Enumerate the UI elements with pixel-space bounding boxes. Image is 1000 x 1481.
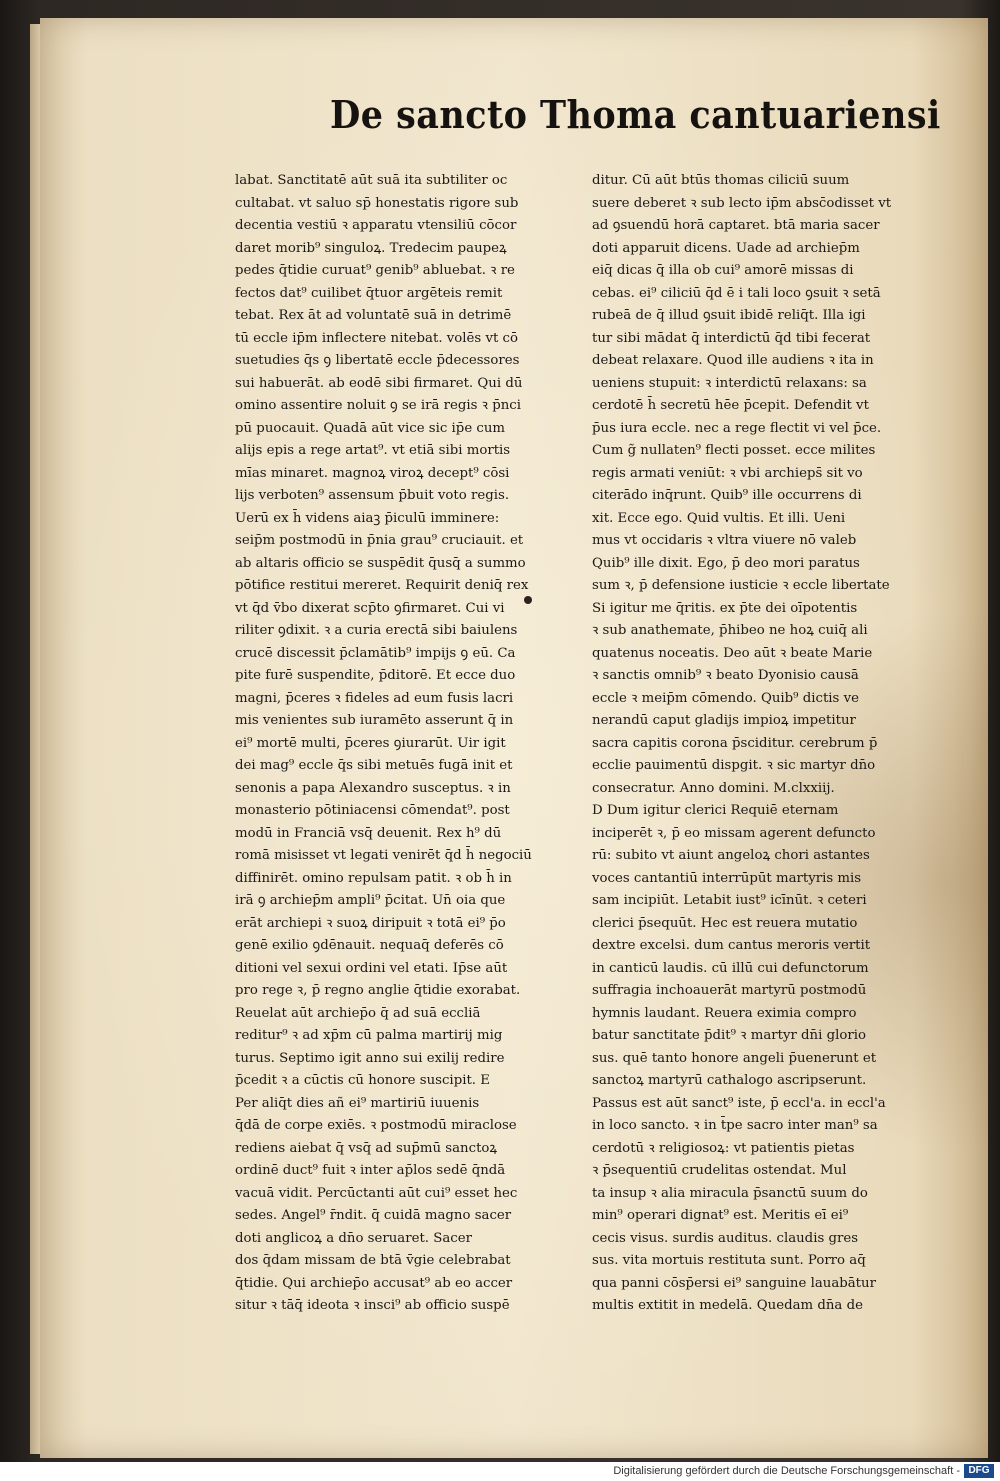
left-text-column xyxy=(235,170,580,1318)
text-line: magni, p̄ceres ꝛ fideles ad eum fusis lacri xyxy=(235,690,514,706)
text-line: vacuā vidit. Percūctanti aūt cui⁹ esset hec xyxy=(235,1185,518,1201)
text-line: ꝛ sanctis omnib⁹ ꝛ beato Dyonisio causā xyxy=(592,668,859,683)
text-line: irā ꝯ archiep̄m ampli⁹ p̄citat. Un̄ oia que xyxy=(235,893,506,908)
text-line: Uerū ex h̄ videns aiaꝫ p̄iculū imminere: xyxy=(235,510,500,526)
text-line: crucē discessit p̄clamātib⁹ impijs ꝯ eū. Ca xyxy=(235,645,516,661)
text-line: situr ꝛ tāq̄ ideota ꝛ insci⁹ ab officio suspē xyxy=(235,1298,510,1313)
text-line: Reuelat aūt archiep̄o q̄ ad suā eccliā xyxy=(235,1005,481,1021)
text-line: eiq̄ dicas q̄ illa ob cui⁹ amorē missas di xyxy=(592,263,854,278)
text-line: doti apparuit dicens. Uade ad archiep̄m xyxy=(592,240,860,256)
text-line: q̄tidie. Qui archiep̄o accusat⁹ ab eo accer xyxy=(235,1275,513,1291)
text-line: p̄us iura eccle. nec a rege flectit vi vel p̄ce. xyxy=(592,420,882,436)
text-line: cerdotē h̄ secretū hēe p̄cepit. Defendit vt xyxy=(592,398,869,413)
text-line: debeat relaxare. Quod ille audiens ꝛ ita in xyxy=(592,353,874,368)
text-line: inciperēt ꝛ, p̄ eo missam agerent defuncto xyxy=(592,825,876,841)
text-line: in canticū laudis. cū illū cui defunctorum xyxy=(592,960,869,976)
text-line: sanctoꝝ martyrū cathalogo ascripserunt. xyxy=(592,1073,867,1088)
text-line: Si igitur me q̄ritis. ex p̄te dei oīpotentis xyxy=(592,600,858,616)
text-line: monasterio pōtiniacensi cōmendat⁹. post xyxy=(235,803,510,818)
text-line: ta insup ꝛ alia miracula p̄sanctū suum do xyxy=(592,1185,868,1201)
text-line: alijs epis a rege artat⁹. vt etiā sibi mortis xyxy=(235,443,511,458)
text-line: tū eccle ip̄m inflectere nitebat. volēs vt cō xyxy=(235,330,519,346)
text-line: q̄dā de corpe exiēs. ꝛ postmodū miraclose xyxy=(235,1118,517,1133)
text-line: sacra capitis corona p̄sciditur. cerebrum p̄ xyxy=(592,735,878,751)
page-heading: De sancto Thoma cantuariensi xyxy=(330,92,941,137)
text-line: decentia vestiū ꝛ apparatu vtensiliū cōcor xyxy=(235,218,517,233)
text-line: omino assentire noluit ꝯ se irā regis ꝛ p̄nci xyxy=(235,398,521,413)
text-line: rū: subito vt aiunt angeloꝝ chori astantes xyxy=(592,848,870,863)
text-line: diffinirēt. omino repulsam patit. ꝛ ob h̄ in xyxy=(235,870,512,886)
text-line: cecis visus. surdis auditus. claudis gres xyxy=(592,1230,859,1246)
text-line: doti anglicoꝝ a dn̄o seruaret. Sacer xyxy=(235,1230,472,1246)
text-line: dextre excelsi. dum cantus meroris vertit xyxy=(592,938,871,953)
text-line: sam incipiūt. Letabit iust⁹ icīnūt. ꝛ ceteri xyxy=(592,893,867,908)
text-line: citerādo inq̄runt. Quib⁹ ille occurrens di xyxy=(592,488,862,503)
text-line: clerici p̄sequūt. Hec est reuera mutatio xyxy=(592,915,858,931)
text-line: senonis a papa Alexandro susceptus. ꝛ in xyxy=(235,780,511,796)
text-line: Quib⁹ ille dixit. Ego, p̄ deo mori paratus xyxy=(592,555,860,571)
text-line: sus. vita mortuis restituta sunt. Porro aq̄ xyxy=(592,1253,866,1268)
text-line: suffragia inchoauerāt martyrū postmodū xyxy=(592,983,867,998)
text-line: seip̄m postmodū in p̄nia grau⁹ cruciauit. et xyxy=(235,533,524,548)
text-line: Passus est aūt sanct⁹ iste, p̄ eccl'a. in eccl'a xyxy=(592,1095,886,1111)
text-line: ꝛ sub anathemate, p̄hibeo ne hoꝝ cuiq̄ ali xyxy=(592,623,868,638)
text-line: sus. quē tanto honore angeli p̄uenerunt et xyxy=(592,1050,877,1066)
text-line: suetudies q̄s ꝯ libertatē eccle p̄decessores xyxy=(235,353,520,368)
text-line: ab altaris officio se suspēdit q̄usq̄ a summo xyxy=(235,555,526,571)
text-line: p̄cedit ꝛ a cūctis cū honore suscipit. E xyxy=(235,1073,490,1088)
text-line: qua panni cōsp̄ersi ei⁹ sanguine lauabātur xyxy=(592,1275,876,1291)
text-line: in loco sancto. ꝛ in t̄pe sacro inter man⁹ sa xyxy=(592,1118,878,1133)
text-line: nerandū caput gladijs impioꝝ impetitur xyxy=(592,713,856,728)
text-line: turus. Septimo igit anno sui exilij redire xyxy=(235,1050,505,1066)
text-line: Cum g̃ nullaten⁹ flecti posset. ecce milites xyxy=(592,443,876,458)
text-line: quatenus noceatis. Deo aūt ꝛ beate Marie xyxy=(592,645,873,661)
text-line: reditur⁹ ꝛ ad xp̄m cū palma martirij mig xyxy=(235,1028,503,1043)
text-line: sedes. Angel⁹ r̄ndit. q̄ cuidā magno sacer xyxy=(235,1208,512,1223)
text-line: tur sibi mādat q̄ interdictū q̄d tibi fecerat xyxy=(592,330,871,346)
text-line: Per aliq̄t dies añ ei⁹ martiriū iuuenis xyxy=(235,1095,480,1111)
text-line: lijs verboten⁹ assensum p̄buit voto regis. xyxy=(235,488,510,503)
text-line: cebas. ei⁹ ciliciū q̄d ē i tali loco ꝯsuit ꝛ setā xyxy=(592,285,881,301)
dfg-logo: DFG xyxy=(964,1464,994,1478)
text-line: mus vt occidaris ꝛ vltra viuere nō valeb xyxy=(592,533,857,548)
text-line: ei⁹ mortē multi, p̄ceres ꝯiurarūt. Uir igit xyxy=(235,735,506,751)
text-line: ꝛ p̄sequentiū crudelitas ostendat. Mul xyxy=(592,1163,847,1178)
text-line: vt q̄d v̄bo dixerat scp̄to ꝯfirmaret. Cui vi xyxy=(235,600,505,616)
text-line: labat. Sanctitatē aūt suā ita subtiliter oc xyxy=(235,173,508,188)
text-line: sui habuerāt. ab eodē sibi firmaret. Qui dū xyxy=(235,375,523,391)
text-line: ueniens stupuit: ꝛ interdictū relaxans: sa xyxy=(592,375,867,391)
text-line: ditur. Cū aūt btūs thomas ciliciū suum xyxy=(592,173,850,188)
text-line: dei mag⁹ eccle q̄s sibi metuēs fugā init et xyxy=(235,758,513,773)
text-line: consecratur. Anno domini. M.clxxiij. xyxy=(592,780,835,796)
text-line: tebat. Rex āt ad voluntatē suā in detrimē xyxy=(235,308,512,323)
text-line: mis venientes sub iuramēto asserunt q̄ in xyxy=(235,713,514,728)
text-line: fectos dat⁹ cuilibet q̄tuor argēteis remit xyxy=(235,285,503,301)
right-text-column xyxy=(592,170,922,1318)
text-line: xit. Ecce ego. Quid vultis. Et illi. Ueni xyxy=(592,510,846,526)
text-line: mīas minaret. magnoꝝ viroꝝ decept⁹ cōsi xyxy=(235,465,510,481)
text-line: genē exilio ꝯdēnauit. nequaq̄ deferēs cō xyxy=(235,938,504,953)
text-line: regis armati veniūt: ꝛ vbi archieps̄ sit vo xyxy=(592,465,863,481)
text-line: suere deberet ꝛ sub lecto ip̄m absc̄odisset vt xyxy=(592,195,892,211)
footer-credit: Digitalisierung gefördert durch die Deutsche Forschungsgemeinschaft - xyxy=(613,1465,960,1477)
text-line: dos q̄dam missam de btā v̄gie celebrabat xyxy=(235,1253,511,1268)
text-line: pū puocauit. Quadā aūt vice sic ip̄e cum xyxy=(235,420,506,436)
text-line: hymnis laudant. Reuera eximia compro xyxy=(592,1005,857,1021)
text-line: batur sanctitate p̄dit⁹ ꝛ martyr dn̄i glorio xyxy=(592,1028,866,1043)
text-line: ecclie pauimentū dispgit. ꝛ sic martyr dn̄o xyxy=(592,758,876,773)
text-line: eccle ꝛ meip̄m cōmendo. Quib⁹ dictis ve xyxy=(592,690,859,706)
text-line: cultabat. vt saluo sp̄ honestatis rigore sub xyxy=(235,195,519,211)
text-line: pōtifice restitui mereret. Requirit deniq̄ rex xyxy=(235,578,529,593)
text-line: ordinē duct⁹ fuit ꝛ inter ap̄los sedē q̄ndā xyxy=(235,1163,506,1178)
text-line: multis extitit in medelā. Quedam dn̄a de xyxy=(592,1298,863,1313)
text-line: ad ꝯsuendū horā captaret. btā maria sacer xyxy=(592,218,880,233)
text-line: D Dum igitur clerici Requiē eternam xyxy=(592,803,839,818)
text-line: ditioni vel sexui ordini vel etati. Ip̄se aūt xyxy=(235,960,508,976)
text-line: rubeā de q̄ illud ꝯsuit ibidē reliq̄t. Illa igi xyxy=(592,308,866,323)
text-line: cerdotū ꝛ religiosoꝝ: vt patientis pietas xyxy=(592,1140,855,1156)
text-line: sum ꝛ, p̄ defensione iusticie ꝛ eccle libertate xyxy=(592,578,890,593)
text-line: modū in Franciā vsq̄ deuenit. Rex h⁹ dū xyxy=(235,825,502,841)
text-line: pedes q̄tidie curuat⁹ genib⁹ abluebat. ꝛ re xyxy=(235,263,515,278)
text-line: romā misisset vt legati venirēt q̄d h̄ negociū xyxy=(235,848,532,863)
text-line: erāt archiepi ꝛ suoꝝ diripuit ꝛ totā ei⁹ p̄o xyxy=(235,915,506,931)
text-line: voces cantantiū interrūpūt martyris mis xyxy=(592,870,862,886)
text-line: daret morib⁹ singuloꝝ. Tredecim paupeꝝ xyxy=(235,240,507,256)
text-line: rediens aiebat q̄ vsq̄ ad sup̄mū sanctoꝝ xyxy=(235,1140,498,1156)
ink-dot xyxy=(524,596,532,604)
text-line: pro rege ꝛ, p̄ regno anglie q̄tidie exorabat. xyxy=(235,983,521,998)
text-line: pite furē suspendite, p̄ditorē. Et ecce duo xyxy=(235,668,516,683)
text-line: min⁹ operari dignat⁹ est. Meritis eī ei⁹ xyxy=(592,1208,849,1223)
text-line: riliter ꝯdixit. ꝛ a curia erectā sibi baiulens xyxy=(235,623,518,638)
